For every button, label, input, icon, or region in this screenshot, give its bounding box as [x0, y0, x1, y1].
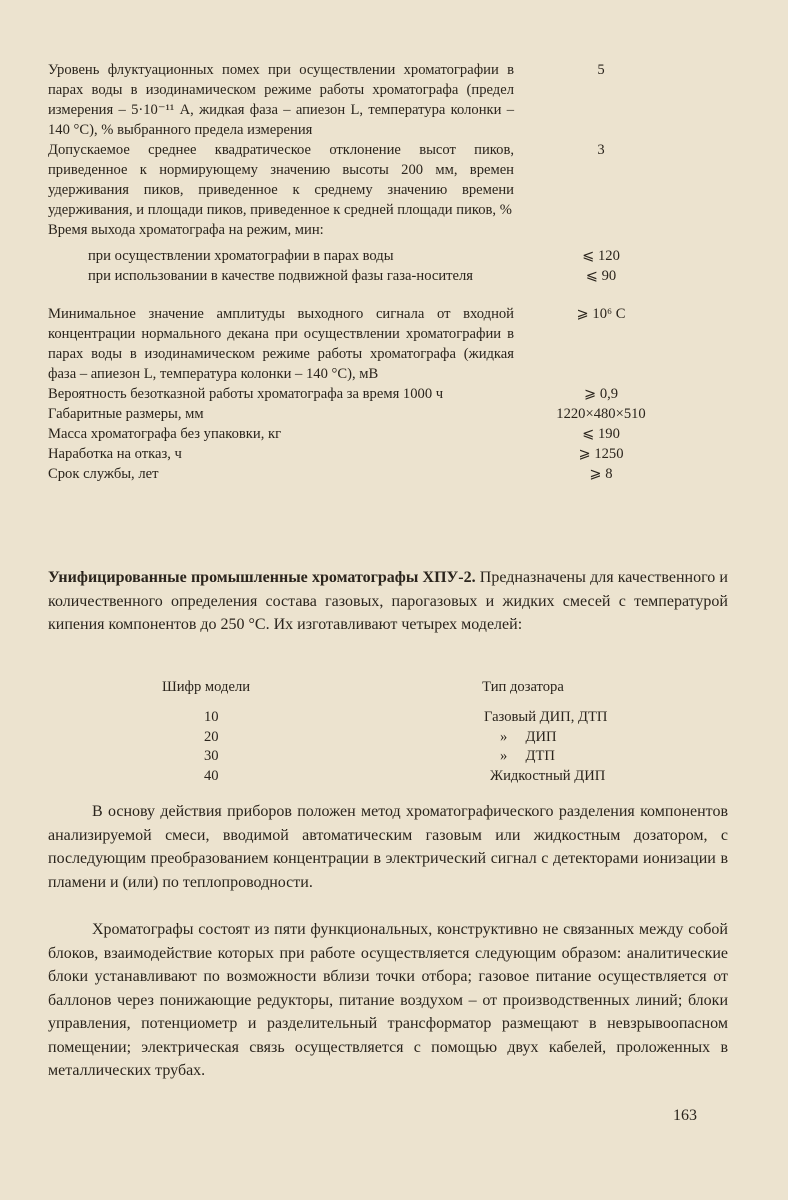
spec-desc: Уровень флуктуационных помех при осуществлении хроматографии в парах воды в изодинамическом режиме работы хроматографа (предел измерения – 5·10⁻¹¹ А, жидкая фаза – апиезон L, температура колонки – 140 °С), % выбранного предела измерения — [48, 62, 514, 138]
spec-row — [48, 266, 688, 286]
intro-paragraph — [48, 566, 728, 637]
spec-value: ⩽ 90 — [585, 268, 617, 284]
model-code: 20 — [204, 728, 219, 745]
spec-value: 5 — [597, 62, 605, 78]
spec-value: ⩾ 0,9 — [583, 386, 619, 402]
page-number: 163 — [673, 1107, 697, 1124]
spec-value: ⩾ 1250 — [578, 446, 624, 462]
model-type: Жидкостный ДИП — [490, 767, 606, 784]
paragraph: В основу действия приборов положен метод хроматографического разделения компонентов анализируемой смеси, вводимой автоматическим газовым или жидкостным дозатором, с последующим преобразованием концентрации в электрический сигнал с детекторами ионизации в пламени и (или) по теплопроводности. — [48, 803, 728, 891]
model-code: 30 — [204, 748, 219, 764]
spec-desc: Допускаемое среднее квадратическое отклонение высот пиков, приведенное к нормирующему значению высоты 200 мм, времен удерживания пиков, приведенное к среднему значению времени удерживания, и площади пиков, приведенное к средней площади пиков, % — [48, 142, 514, 218]
model-row — [48, 728, 728, 748]
section-heading: Унифицированные промышленные хроматографы ХПУ-2. — [48, 569, 476, 586]
spec-row — [48, 424, 688, 444]
spec-row — [48, 220, 688, 240]
spec-value: ⩾ 10⁶ С — [576, 306, 626, 322]
spec-row — [48, 384, 688, 404]
models-col1-header: Шифр модели — [162, 679, 251, 695]
spec-desc: Минимальное значение амплитуды выходного сигнала от входной концентрации нормального декана при осуществлении хроматографии в парах воды в изодинамическом режиме работы хроматографа (жидкая фаза – апиезон L, температура колонки – 140 °С), мВ — [48, 306, 514, 382]
spec-value: ⩽ 190 — [582, 426, 620, 442]
model-type: » ДТП — [500, 748, 555, 764]
spec-desc: Габаритные размеры, мм — [48, 406, 204, 422]
spec-value: ⩾ 8 — [589, 466, 613, 482]
spec-row — [48, 444, 688, 464]
spec-table — [48, 60, 688, 484]
intro-text: Предназначены для качественного и количественного определения состава газовых, парогазовых и жидких смесей с температурой кипения компонентов до 250 °С. Их изготавливают четырех моделей: — [48, 569, 728, 633]
spec-desc: при осуществлении хроматографии в парах воды — [88, 248, 394, 264]
model-code: 10 — [204, 709, 219, 725]
spec-desc: Вероятность безотказной работы хроматографа за время 1000 ч — [48, 386, 444, 402]
models-header — [48, 678, 728, 708]
spec-row — [48, 404, 688, 424]
spec-value: 1220×480×510 — [556, 406, 646, 422]
spec-row — [48, 464, 688, 484]
model-row — [48, 747, 728, 767]
spec-desc: Наработка на отказ, ч — [48, 446, 182, 462]
spec-subheading: Время выхода хроматографа на режим, мин: — [48, 222, 324, 238]
spec-row — [48, 140, 688, 220]
spec-row — [48, 60, 688, 140]
models-col2-header: Тип дозатора — [482, 679, 564, 695]
model-row — [48, 708, 728, 728]
spec-desc: Срок службы, лет — [48, 466, 159, 482]
spec-desc: Масса хроматографа без упаковки, кг — [48, 426, 282, 442]
paragraph: Хроматографы состоят из пяти функциональных, конструктивно не связанных между собой блоков, взаимодействие которых при работе осуществляется следующим образом: аналитические блоки устанавливают по возможности вблизи точки отбора; газовое питание осуществляется от баллонов через понижающие редукторы, питание воздухом – от производственных линий; блоки управления, потенциометр и разделительный трансформатор размещают в невзрывоопасном помещении; электрическая связь осуществляется с помощью двух кабелей, проложенных в металлических трубах. — [48, 921, 728, 1079]
spec-row — [48, 304, 688, 384]
model-type: » ДИП — [500, 728, 557, 745]
spec-value: 3 — [597, 142, 605, 158]
model-code: 40 — [204, 767, 219, 784]
model-row — [48, 767, 728, 787]
spec-row — [48, 246, 688, 266]
models-table — [48, 678, 728, 786]
spec-value: ⩽ 120 — [582, 248, 620, 264]
model-type: Газовый ДИП, ДТП — [484, 709, 608, 725]
spec-desc: при использовании в качестве подвижной фазы газа-носителя — [88, 268, 473, 284]
